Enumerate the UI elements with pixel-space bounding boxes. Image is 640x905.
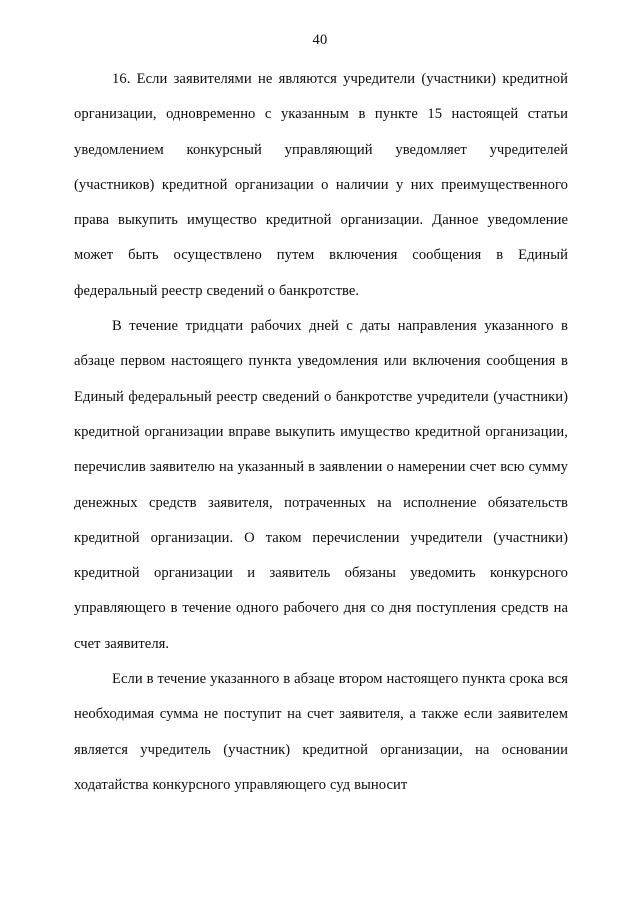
paragraph: 16. Если заявителями не являются учредители (участники) кредитной организации, одновременно с указанным в пункте 15 настоящей статьи уведомлением конкурсный управляющий уведомляет учредителей (участников) кредитной организации о наличии у них преимущественного права выкупить имущество кредитной организации. Данное уведомление может быть осуществлено путем включения сообщения в Единый федеральный реестр сведений о банкротстве.	[74, 71, 568, 299]
paragraph: В течение тридцати рабочих дней с даты направления указанного в абзаце первом настоящего пункта уведомления или включения сообщения в Единый федеральный реестр сведений о банкротстве учредители (участники) кредитной организации вправе выкупить имущество кредитной организации, перечислив заявителю на указанный в заявлении о намерении счет всю сумму денежных средств заявителя, потраченных на исполнение обязательств кредитной организации. О таком перечислении учредители (участники) кредитной организации и заявитель обязаны уведомить конкурсного управляющего в течение одного рабочего дня со дня поступления средств на счет заявителя.	[74, 318, 568, 652]
document-body	[74, 62, 568, 803]
paragraph: Если в течение указанного в абзаце втором настоящего пункта срока вся необходимая сумма не поступит на счет заявителя, а также если заявителем является учредитель (участник) кредитной организации, на основании ходатайства конкурсного управляющего суд выносит	[74, 671, 568, 793]
page-number: 40	[312, 32, 328, 48]
